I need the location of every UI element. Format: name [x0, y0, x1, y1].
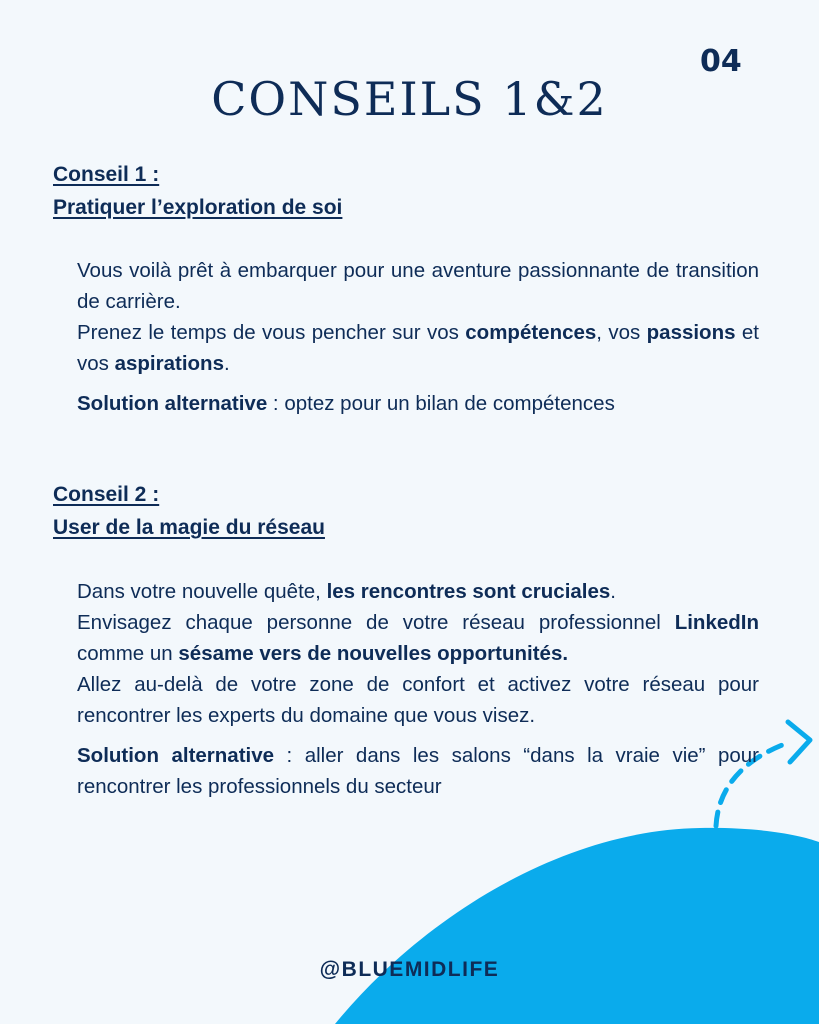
conseil-1-title: Pratiquer l’exploration de soi — [53, 196, 343, 219]
conseil-1-heading — [53, 158, 342, 224]
conseil-2-paragraph-3: Allez au-delà de votre zone de confort et activez votre réseau pour rencontrer les experts du domaine que vous visez. — [77, 673, 759, 727]
text-run: Dans votre nouvelle quête, — [77, 580, 327, 603]
alternative-label: Solution alternative — [77, 744, 275, 767]
emphasis-aspirations: aspirations — [114, 352, 224, 375]
page-title: CONSEILS 1&2 — [211, 72, 608, 126]
conseil-1-paragraph-1: Vous voilà prêt à embarquer pour une aventure passionnante de transition de carrière. — [77, 259, 759, 313]
emphasis-competences: compétences — [465, 321, 597, 344]
text-run: . — [610, 580, 616, 603]
text-run: et vos — [77, 321, 759, 375]
emphasis-sesame: sésame vers de nouvelles opportunités. — [178, 642, 569, 665]
text-run: . — [223, 352, 230, 375]
arrow-head-icon — [788, 722, 810, 762]
text-run: comme un — [77, 642, 179, 665]
emphasis-rencontres: les rencontres sont cruciales — [326, 580, 611, 603]
page-number: 04 — [700, 44, 742, 79]
conseil-2-alternative — [77, 740, 759, 802]
conseil-1-label: Conseil 1 : — [53, 163, 160, 186]
conseil-1-alternative — [77, 388, 759, 419]
conseil-1-body — [77, 255, 759, 419]
conseil-2-label: Conseil 2 : — [53, 483, 160, 506]
conseil-2-heading — [53, 478, 325, 544]
text-run: Prenez le temps de vous pencher sur vos — [77, 321, 466, 344]
alternative-text: : aller dans les salons “dans la vraie vie” pour rencontrer les professionnels du secteur — [77, 744, 759, 798]
conseil-2-body — [77, 576, 759, 802]
emphasis-passions: passions — [646, 321, 736, 344]
conseil-2-paragraph-2 — [77, 607, 759, 669]
text-run: Envisagez chaque personne de votre réseau professionnel — [77, 611, 675, 634]
conseil-1-paragraph-2 — [77, 317, 759, 379]
text-run: , vos — [596, 321, 647, 344]
conseil-2-paragraph-1 — [77, 576, 759, 607]
conseil-2-title: User de la magie du réseau — [53, 516, 325, 539]
footer-handle: @BLUEMIDLIFE — [319, 958, 500, 981]
blue-hill-shape — [335, 828, 819, 1024]
alternative-text: : optez pour un bilan de compétences — [267, 392, 615, 415]
alternative-label: Solution alternative — [77, 392, 268, 415]
emphasis-linkedin: LinkedIn — [674, 611, 759, 634]
